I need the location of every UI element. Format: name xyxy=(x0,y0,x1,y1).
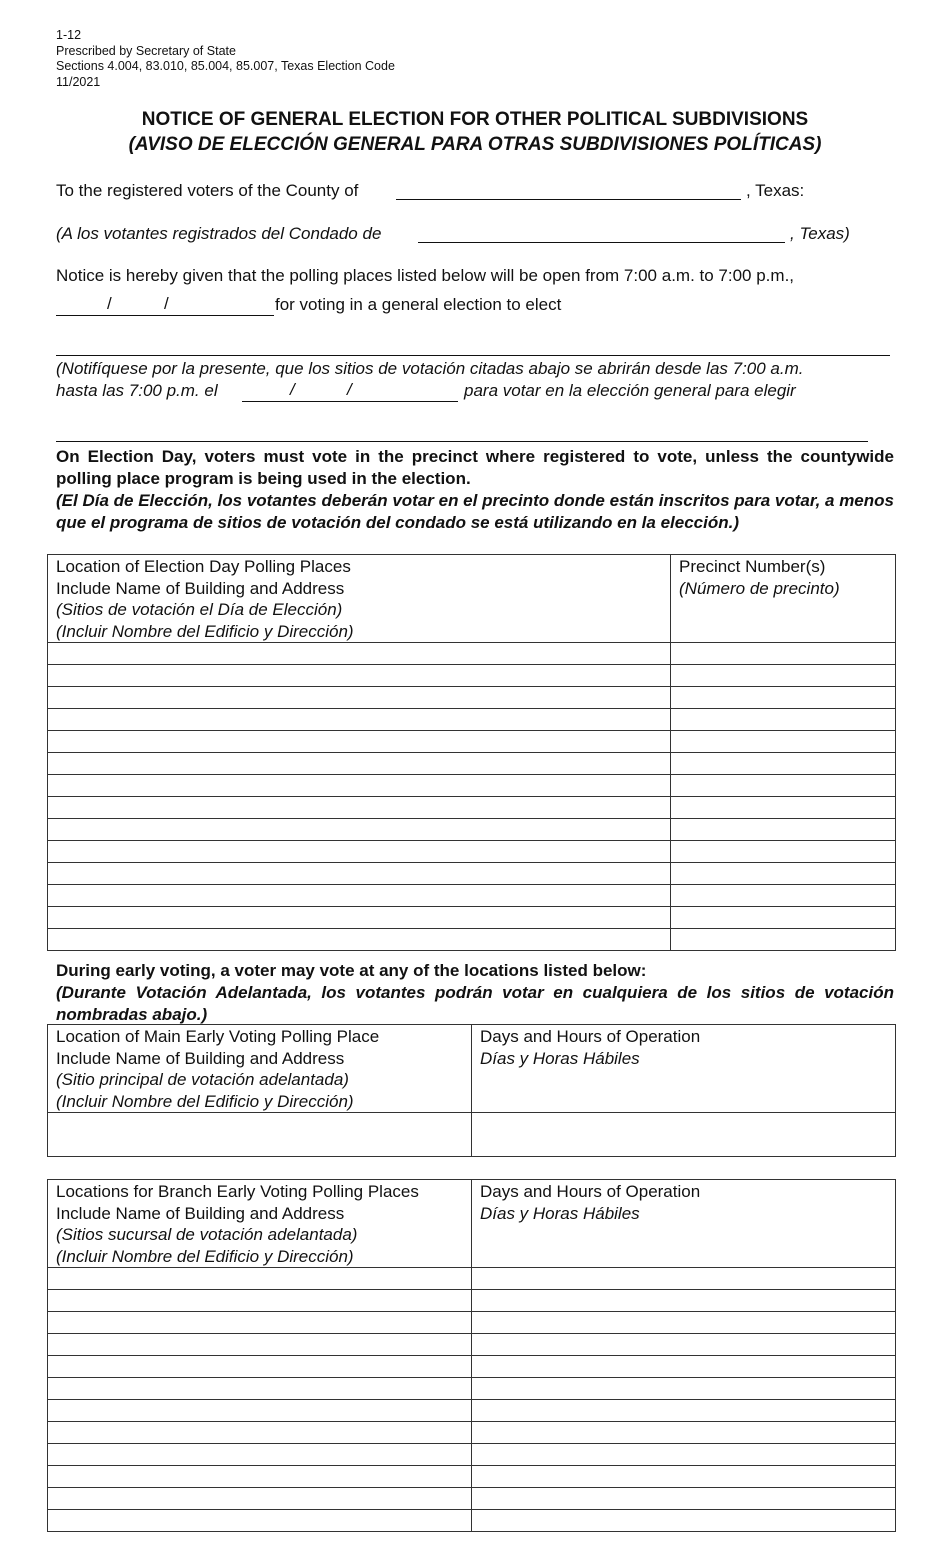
early-voting-notice: During early voting, a voter may vote at any of the locations listed below: xyxy=(56,961,647,980)
branch-early-voting-table xyxy=(47,1179,896,1532)
table-header-branch-location: Locations for Branch Early Voting Polling Places Include Name of Building and Address (Sitios sucursal de votación adelantada) (Incluir Nombre del Edificio y Dirección) xyxy=(48,1180,472,1268)
table-cell[interactable] xyxy=(48,797,671,819)
table-cell[interactable] xyxy=(48,907,671,929)
table-cell[interactable] xyxy=(671,885,896,907)
table-cell[interactable] xyxy=(671,731,896,753)
table-header-location: Location of Election Day Polling Places Include Name of Building and Address (Sitios de votación el Día de Elección) (Incluir Nombre del Edificio y Dirección) xyxy=(48,555,671,643)
table-cell[interactable] xyxy=(671,797,896,819)
table-cell[interactable] xyxy=(48,665,671,687)
table-cell[interactable] xyxy=(472,1290,896,1312)
code-sections: Sections 4.004, 83.010, 85.004, 85.007, Texas Election Code xyxy=(56,59,395,73)
table-cell[interactable] xyxy=(472,1312,896,1334)
table-cell[interactable] xyxy=(48,929,671,951)
table-cell[interactable] xyxy=(48,1312,472,1334)
page-title-spanish: (AVISO DE ELECCIÓN GENERAL PARA OTRAS SUBDIVISIONES POLÍTICAS) xyxy=(128,134,822,155)
prescribed-by: Prescribed by Secretary of State xyxy=(56,43,236,58)
table-cell[interactable] xyxy=(472,1510,896,1532)
form-header xyxy=(56,28,395,90)
table-header-precinct: Precinct Number(s) (Número de precinto) xyxy=(671,555,896,643)
county-suffix: , Texas: xyxy=(746,181,805,200)
table-cell[interactable] xyxy=(472,1113,896,1157)
table-cell[interactable] xyxy=(48,1290,472,1312)
election-date-field[interactable] xyxy=(56,315,274,316)
table-cell[interactable] xyxy=(472,1422,896,1444)
county-field[interactable] xyxy=(396,199,741,200)
table-cell[interactable] xyxy=(671,863,896,885)
early-voting-notice-spanish: (Durante Votación Adelantada, los votantes podrán votar en cualquiera de los sitios de votación nombradas abajo.) xyxy=(56,983,894,1024)
page-title: NOTICE OF GENERAL ELECTION FOR OTHER POLITICAL SUBDIVISIONS xyxy=(141,109,809,130)
offices-field[interactable] xyxy=(56,355,890,356)
table-cell[interactable] xyxy=(671,665,896,687)
offices-field-spanish[interactable] xyxy=(56,441,868,442)
notice-text: Notice is hereby given that the polling places listed below will be open from 7:00 a.m. to 7:00 p.m., xyxy=(56,266,795,285)
table-cell[interactable] xyxy=(472,1488,896,1510)
election-date-field-spanish[interactable] xyxy=(242,401,458,402)
table-cell[interactable] xyxy=(472,1268,896,1290)
table-cell[interactable] xyxy=(48,1400,472,1422)
notice-text-spanish-2b: para votar en la elección general para elegir xyxy=(464,381,796,400)
table-cell[interactable] xyxy=(472,1356,896,1378)
table-cell[interactable] xyxy=(671,753,896,775)
table-cell[interactable] xyxy=(671,643,896,665)
table-cell[interactable] xyxy=(48,1444,472,1466)
table-header-main-hours: Days and Hours of Operation Días y Horas Hábiles xyxy=(472,1025,896,1113)
table-cell[interactable] xyxy=(48,819,671,841)
form-date: 11/2021 xyxy=(56,74,101,89)
table-cell[interactable] xyxy=(48,775,671,797)
table-cell[interactable] xyxy=(48,1113,472,1157)
date-slash-1: / xyxy=(107,294,112,313)
table-cell[interactable] xyxy=(472,1400,896,1422)
table-cell[interactable] xyxy=(48,885,671,907)
date-slash-spanish-1: / xyxy=(290,380,295,399)
table-cell[interactable] xyxy=(671,687,896,709)
table-cell[interactable] xyxy=(48,731,671,753)
date-slash-spanish-2: / xyxy=(347,380,352,399)
date-slash-2: / xyxy=(164,294,169,313)
form-number: 1-12 xyxy=(56,28,82,42)
table-cell[interactable] xyxy=(48,1356,472,1378)
table-cell[interactable] xyxy=(671,775,896,797)
table-cell[interactable] xyxy=(48,863,671,885)
table-cell[interactable] xyxy=(472,1466,896,1488)
notice-text-spanish-2a: hasta las 7:00 p.m. el xyxy=(56,381,218,400)
table-header-branch-hours: Days and Hours of Operation Días y Horas Hábiles xyxy=(472,1180,896,1268)
table-cell[interactable] xyxy=(48,1378,472,1400)
table-cell[interactable] xyxy=(671,709,896,731)
table-cell[interactable] xyxy=(48,1268,472,1290)
election-day-notice-spanish: (El Día de Elección, los votantes deberán votar en el precinto donde están inscritos para votar, a menos que el programa de sitios de votación del condado se está utilizando en la elección.) xyxy=(56,491,894,532)
election-day-notice: On Election Day, voters must vote in the precinct where registered to vote, unless the countywide polling place program is being used in the election. xyxy=(56,447,894,488)
table-cell[interactable] xyxy=(48,687,671,709)
main-early-voting-table xyxy=(47,1024,896,1157)
table-cell[interactable] xyxy=(472,1378,896,1400)
table-cell[interactable] xyxy=(671,907,896,929)
table-cell[interactable] xyxy=(48,1488,472,1510)
election-day-table xyxy=(47,554,896,951)
table-cell[interactable] xyxy=(48,841,671,863)
county-suffix-spanish: , Texas) xyxy=(790,224,850,243)
table-cell[interactable] xyxy=(472,1444,896,1466)
table-cell[interactable] xyxy=(48,709,671,731)
table-cell[interactable] xyxy=(48,1422,472,1444)
notice-text-spanish: (Notifíquese por la presente, que los sitios de votación citadas abajo se abrirán desde las 7:00 a.m. xyxy=(56,359,804,378)
table-cell[interactable] xyxy=(671,929,896,951)
table-cell[interactable] xyxy=(671,819,896,841)
table-cell[interactable] xyxy=(472,1334,896,1356)
table-cell[interactable] xyxy=(48,1466,472,1488)
county-label-spanish: (A los votantes registrados del Condado de xyxy=(56,224,382,243)
county-field-spanish[interactable] xyxy=(418,242,785,243)
table-cell[interactable] xyxy=(671,841,896,863)
table-cell[interactable] xyxy=(48,753,671,775)
table-cell[interactable] xyxy=(48,1510,472,1532)
table-header-main-location: Location of Main Early Voting Polling Place Include Name of Building and Address (Sitio principal de votación adelantada) (Incluir Nombre del Edificio y Dirección) xyxy=(48,1025,472,1113)
notice-text-2: for voting in a general election to elect xyxy=(275,295,562,314)
table-cell[interactable] xyxy=(48,1334,472,1356)
table-cell[interactable] xyxy=(48,643,671,665)
county-label: To the registered voters of the County of xyxy=(56,181,359,200)
